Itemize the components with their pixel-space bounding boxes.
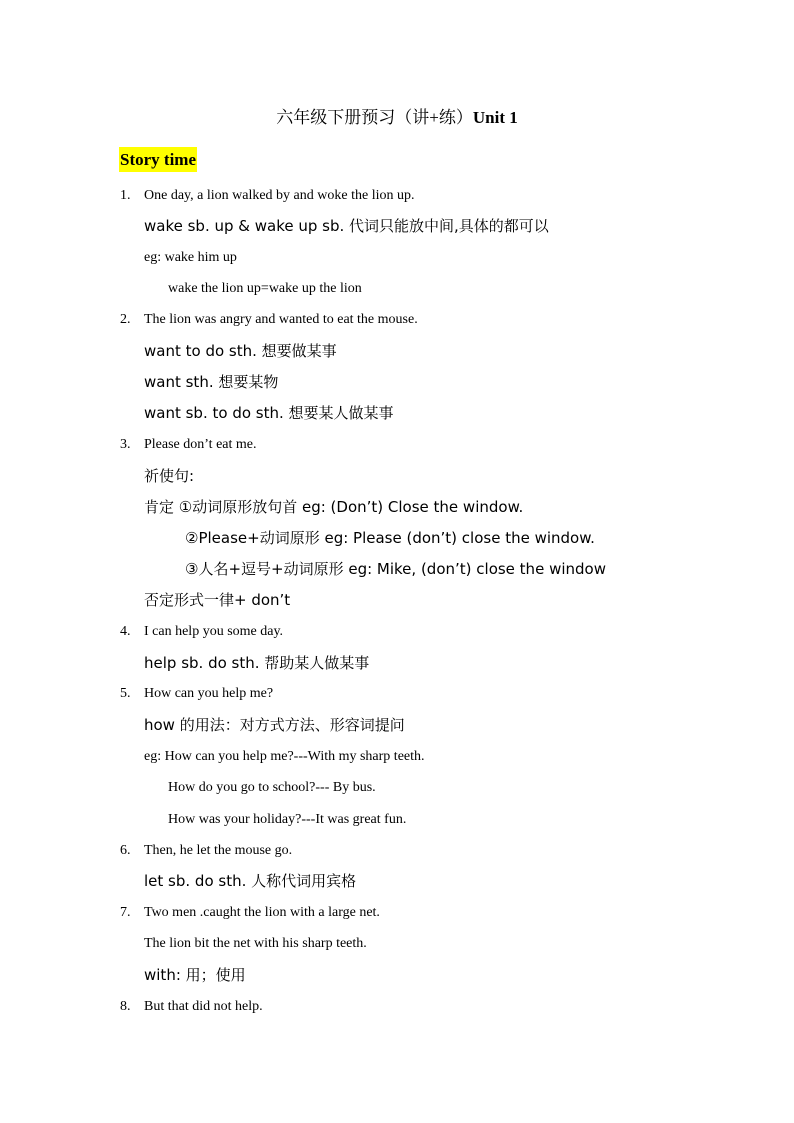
item-number: 1. bbox=[120, 188, 131, 203]
item-3-note-1: 祈使句: bbox=[144, 467, 195, 485]
item-number: 4. bbox=[120, 624, 131, 639]
item-5-sentence: How can you help me? bbox=[144, 686, 274, 701]
item-1-note-1: wake sb. up & wake up sb. 代词只能放中间,具体的都可以 bbox=[144, 217, 549, 235]
section-heading-story-time: Story time bbox=[119, 147, 197, 172]
item-6-note-1: let sb. do sth. 人称代词用宾格 bbox=[144, 872, 357, 890]
item-number: 2. bbox=[120, 312, 131, 327]
item-2-note-2: want sth. 想要某物 bbox=[144, 373, 279, 391]
item-number: 5. bbox=[120, 686, 131, 701]
item-2-note-1: want to do sth. 想要做某事 bbox=[144, 342, 337, 360]
item-3-note-3: ②Please+动词原形 eg: Please (don’t) close the window. bbox=[185, 529, 595, 547]
item-5-note-4: How was your holiday?---It was great fun. bbox=[168, 812, 407, 827]
item-1-note-3: wake the lion up=wake up the lion bbox=[168, 281, 362, 296]
item-3-note-2: 肯定 ①动词原形放句首 eg: (Don’t) Close the window. bbox=[144, 498, 524, 516]
item-5-note-1: how 的用法：对方式方法、形容词提问 bbox=[144, 716, 405, 734]
item-number: 6. bbox=[120, 843, 131, 858]
item-2-sentence: The lion was angry and wanted to eat the mouse. bbox=[144, 312, 418, 327]
item-8-sentence: But that did not help. bbox=[144, 999, 263, 1014]
item-number: 8. bbox=[120, 999, 131, 1014]
item-7-sentence: Two men .caught the lion with a large net. bbox=[144, 905, 380, 920]
item-1-note-2: eg: wake him up bbox=[144, 250, 237, 265]
item-4-note-1: help sb. do sth. 帮助某人做某事 bbox=[144, 654, 370, 672]
title-unit: Unit 1 bbox=[472, 108, 518, 127]
item-6-sentence: Then, he let the mouse go. bbox=[144, 843, 293, 858]
title-text: 六年级下册预习（讲+练） bbox=[276, 108, 473, 127]
item-3-sentence: Please don’t eat me. bbox=[144, 437, 257, 452]
item-7-note-2: with: 用；使用 bbox=[144, 966, 246, 984]
item-2-note-3: want sb. to do sth. 想要某人做某事 bbox=[144, 404, 394, 422]
item-1-sentence: One day, a lion walked by and woke the lion up. bbox=[144, 188, 415, 203]
page-title bbox=[0, 106, 794, 130]
item-4-sentence: I can help you some day. bbox=[144, 624, 284, 639]
item-5-note-2: eg: How can you help me?---With my sharp teeth. bbox=[144, 749, 425, 764]
item-7-note-1: The lion bit the net with his sharp teeth. bbox=[144, 936, 367, 951]
item-3-note-4: ③人名+逗号+动词原形 eg: Mike, (don’t) close the window bbox=[185, 560, 606, 578]
item-number: 3. bbox=[120, 437, 131, 452]
item-5-note-3: How do you go to school?--- By bus. bbox=[168, 780, 376, 795]
item-number: 7. bbox=[120, 905, 131, 920]
item-3-note-5: 否定形式一律+ don’t bbox=[144, 591, 291, 609]
